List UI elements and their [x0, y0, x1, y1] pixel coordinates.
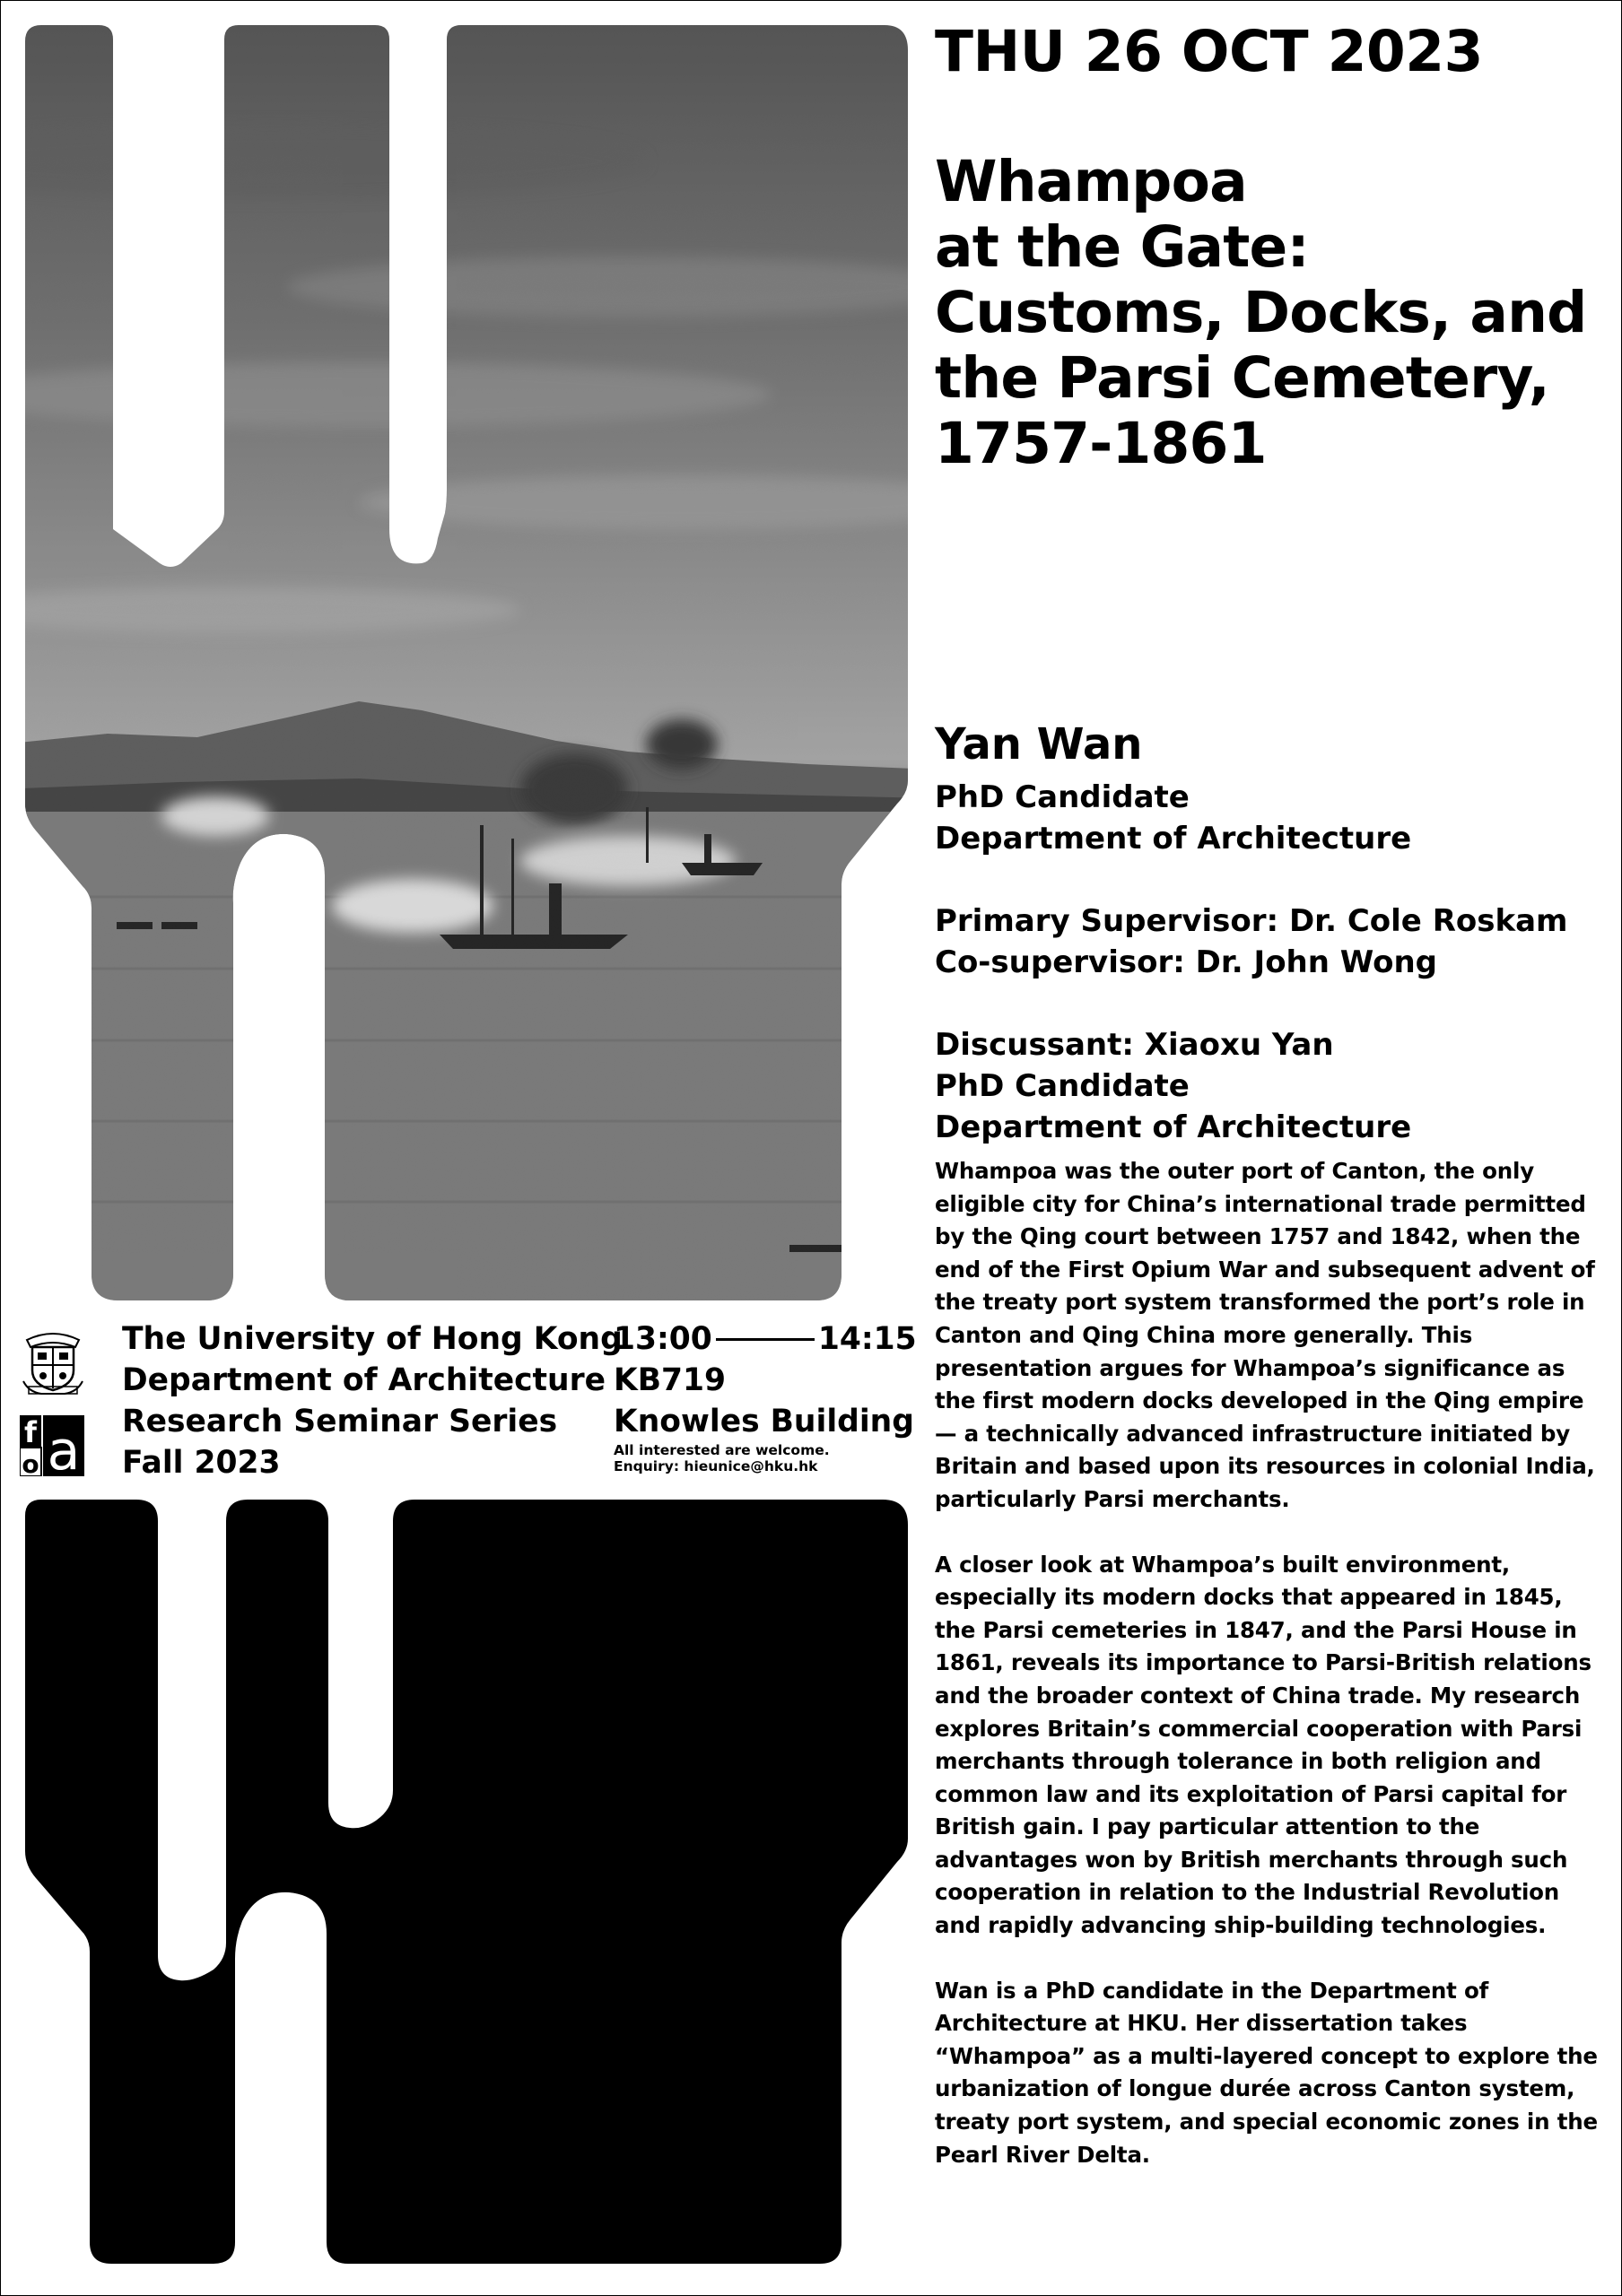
fa-letter-a: a: [47, 1420, 81, 1476]
fa-letter-o: o: [22, 1449, 39, 1476]
discussant-name: Discussant: Xiaoxu Yan: [935, 1027, 1334, 1063]
university-name: The University of Hong Kong: [122, 1321, 623, 1357]
building: Knowles Building: [614, 1404, 914, 1439]
seminar-title: [935, 149, 1617, 476]
stencil-w-black: [25, 1500, 908, 2264]
abstract-paragraph: Whampoa was the outer port of Canton, the only eligible city for China’s international trade permitted by the Qing court between 1757 and 1842, when the end of the First Opium War and subsequent advent of the treaty port system transformed the port’s role in Canton and Qing China more generally. This presentation argues for Whampoa’s significance as the first modern docks developed in the Qing empire — a technically advanced infrastructure initiated by Britain and based upon its resources in colonial India, particularly Parsi merchants.: [935, 1158, 1595, 1512]
time-end: 14:15: [817, 1321, 917, 1357]
people-block: [935, 712, 1567, 1148]
room: KB719: [614, 1362, 727, 1398]
abstract: [935, 1155, 1609, 2204]
hku-crest-icon: [20, 1326, 86, 1396]
organizer-block: [122, 1318, 623, 1483]
logistics-block: [614, 1318, 917, 1474]
fa-letter-f: f: [24, 1415, 37, 1449]
time-range: [614, 1318, 917, 1360]
abstract-paragraph: Wan is a PhD candidate in the Department of Architecture at HKU. Her dissertation takes “Whampoa” as a multi-layered concept to explore the urbanization of longue durée across Canton system, treaty port system, and special economic zones in the Pearl River Delta.: [935, 1977, 1598, 2168]
welcome-note: All interested are welcome.: [614, 1442, 830, 1458]
speaker-name: Yan Wan: [935, 719, 1143, 770]
speaker-role: PhD Candidate: [935, 779, 1190, 815]
title-line: 1757-1861: [935, 411, 1267, 476]
term: Fall 2023: [122, 1445, 281, 1481]
title-line: Whampoa: [935, 149, 1247, 214]
co-supervisor: Co-supervisor: Dr. John Wong: [935, 944, 1437, 980]
enquiry-email[interactable]: Enquiry: hieunice@hku.hk: [614, 1458, 818, 1474]
department-name: Department of Architecture: [122, 1362, 606, 1398]
title-line: at the Gate:: [935, 214, 1309, 280]
discussant-role: PhD Candidate: [935, 1068, 1190, 1104]
time-start: 13:00: [614, 1321, 712, 1357]
faculty-of-architecture-logo: [20, 1415, 84, 1476]
abstract-paragraph: A closer look at Whampoa’s built environment, especially its modern docks that appeared in 1845, the Parsi cemeteries in 1847, and the Parsi House in 1861, reveals its importance to Parsi-British relations and the broader context of China trade. My research explores Britain’s commercial cooperation with Parsi merchants through tolerance in both religion and common law and its exploitation of Parsi capital for British gain. I pay particular attention to the advantages won by British merchants through such cooperation in relation to the Industrial Revolution and rapidly advancing ship-building technologies.: [935, 1551, 1591, 1939]
title-line: the Parsi Cemetery,: [935, 345, 1549, 411]
event-date: THU 26 OCT 2023: [935, 19, 1483, 84]
title-line: Customs, Docks, and: [935, 280, 1587, 345]
discussant-department: Department of Architecture: [935, 1109, 1412, 1145]
time-dash: [716, 1338, 815, 1341]
series-name: Research Seminar Series: [122, 1404, 558, 1439]
speaker-department: Department of Architecture: [935, 821, 1412, 857]
primary-supervisor: Primary Supervisor: Dr. Cole Roskam: [935, 903, 1568, 939]
